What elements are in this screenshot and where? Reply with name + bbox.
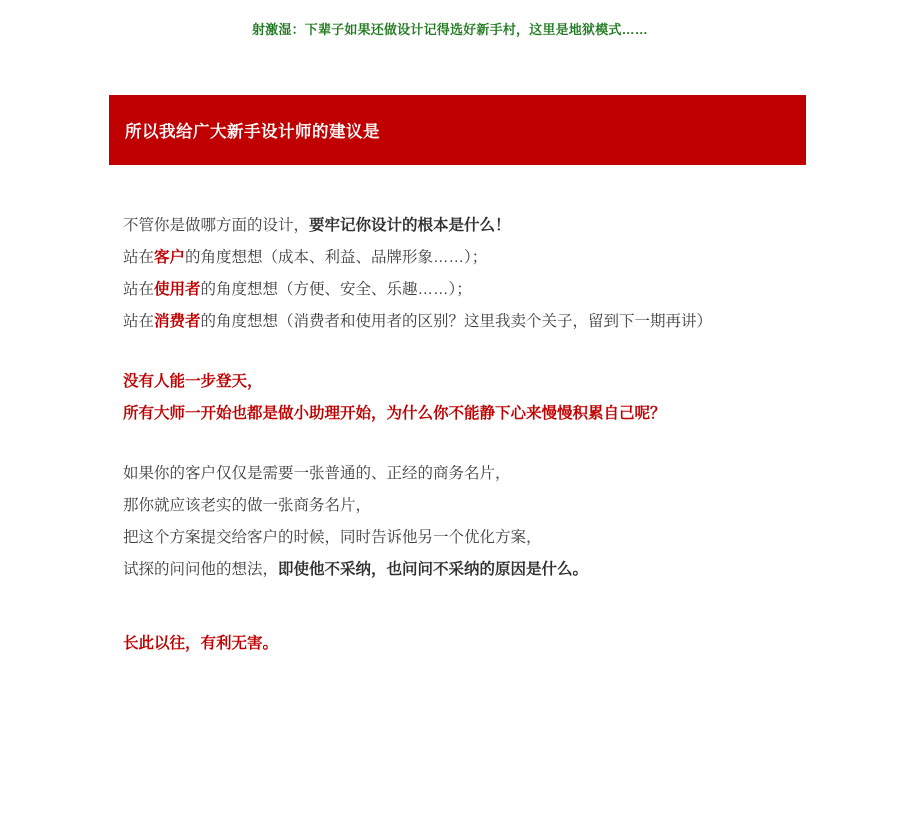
spacer-2	[123, 430, 883, 458]
spacer-3	[123, 586, 883, 628]
body-line-5: 没有人能一步登天，	[123, 373, 263, 390]
body-content	[123, 210, 883, 660]
line2-prefix: 站在	[123, 249, 155, 266]
line2-suffix: 的角度想想（成本、利益、品牌形象……）；	[185, 249, 488, 266]
line3-suffix: 的角度想想（方便、安全、乐趣……）；	[200, 281, 472, 298]
line10-emphasis: 即使他不采纳，也问问不采纳的原因是什么。	[278, 561, 589, 578]
banner-heading: 所以我给广大新手设计师的建议是	[125, 123, 380, 141]
body-line-7: 如果你的客户仅仅是需要一张普通的、正经的商务名片，	[123, 465, 511, 482]
line4-suffix: 的角度想想（消费者和使用者的区别？这里我卖个关子，留到下一期再讲）	[200, 313, 713, 330]
line1-emphasis: 要牢记你设计的根本是什么！	[309, 217, 511, 234]
body-line-9: 把这个方案提交给客户的时候，同时告诉他另一个优化方案，	[123, 529, 542, 546]
spacer-1	[123, 338, 883, 366]
line4-keyword: 消费者	[154, 313, 201, 330]
line3-prefix: 站在	[123, 281, 155, 298]
body-line-4	[123, 306, 883, 338]
body-line-10	[123, 554, 883, 586]
body-line-2	[123, 242, 883, 274]
body-line-8: 那你就应该老实的做一张商务名片，	[123, 497, 372, 514]
line4-prefix: 站在	[123, 313, 155, 330]
line3-keyword: 使用者	[154, 281, 201, 298]
red-banner	[109, 95, 806, 165]
line2-keyword: 客户	[154, 249, 186, 266]
body-line-3	[123, 274, 883, 306]
line1-plain: 不管你是做哪方面的设计，	[123, 217, 310, 234]
body-line-1	[123, 210, 883, 242]
body-line-11: 长此以往，有利无害。	[123, 635, 279, 652]
line10-plain: 试探的问问他的想法，	[123, 561, 279, 578]
top-caption-text: 射激湿：下辈子如果还做设计记得选好新手村，这里是地狱模式……	[251, 22, 648, 37]
body-line-6: 所有大师一开始也都是做小助理开始，为什么你不能静下心来慢慢积累自己呢？	[123, 405, 666, 422]
